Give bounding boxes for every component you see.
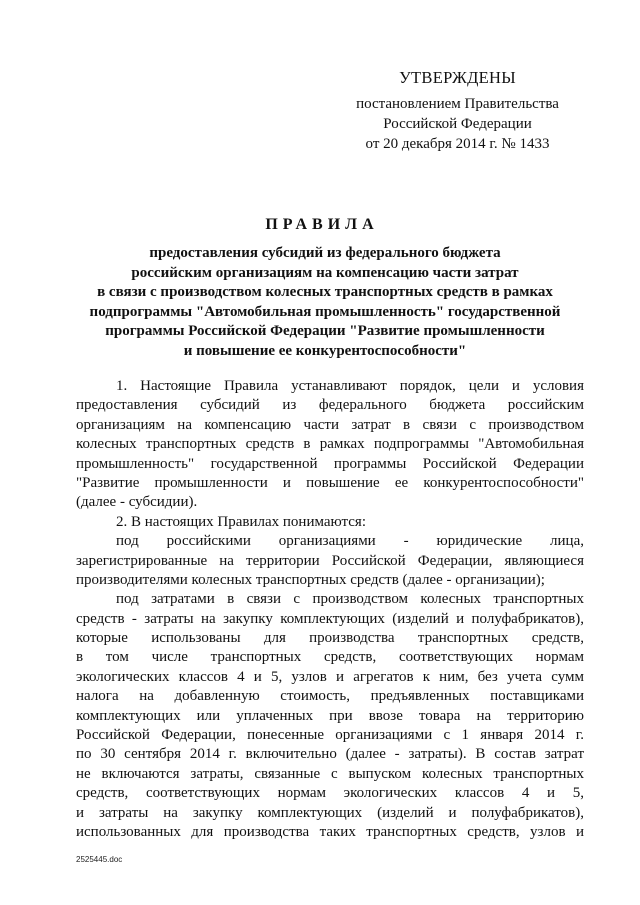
body-line: организациям на компенсацию части затрат в связи с производством [76,416,584,433]
body-line: которые использованы для производства транспортных средств, [76,630,584,647]
subtitle-line: предоставления субсидий из федерального бюджета [149,245,501,261]
body-line: 1. Настоящие Правила устанавливают порядок, цели и условия [116,378,584,394]
body-line: и затраты на закупку комплектующих (изделий и полуфабрикатов), [76,804,584,821]
subtitle-line: в связи с производством колесных транспортных средств в рамках [97,284,553,300]
approval-block [330,68,585,154]
body-line: "Развитие промышленности и повышение ее конкурентоспособности" [76,474,584,491]
approval-line-2: Российской Федерации [383,116,532,132]
document-body [76,377,584,842]
body-line: колесных транспортных средств в рамках подпрограммы "Автомобильная [76,436,584,453]
approval-line-1: постановлением Правительства [356,96,559,112]
body-line: (далее - субсидии). [76,494,198,511]
body-line: зарегистрированные на территории Российской Федерации, являющиеся [76,552,584,569]
document-title: ПРАВИЛА [265,216,379,233]
body-line: средств, соответствующих нормам экологических классов 4 и 5, [76,785,584,802]
subtitle-line: и повышение ее конкурентоспособности" [183,342,467,359]
body-line: предоставления субсидий из федерального бюджета российским [76,397,584,414]
body-line: 2. В настоящих Правилах понимаются: [116,513,366,530]
body-line: по 30 сентября 2014 г. включительно (далее - затраты). В состав затрат [76,746,584,763]
body-line: налога на добавленную стоимость, предъявленных поставщиками [76,688,584,705]
body-line: производителями колесных транспортных средств (далее - организации); [76,571,545,588]
document-subtitle [65,244,585,361]
body-line: в том числе транспортных средств, соответствующих нормам [76,649,584,666]
body-line: Российской Федерации, понесенные организациями с 1 января 2014 г. [76,727,584,744]
body-line: не включаются затраты, связанные с выпуском колесных транспортных [76,765,584,782]
document-file-code: 2525445.doc [76,855,123,864]
body-line: под затратами в связи с производством колесных транспортных [116,591,584,608]
subtitle-line: российским организациям на компенсацию части затрат [131,264,519,281]
body-line: средств - затраты на закупку комплектующих (изделий и полуфабрикатов), [76,610,584,627]
subtitle-line: подпрограммы "Автомобильная промышленность" государственной [89,303,561,320]
body-line: экологических классов 4 и 5, узлов и агрегатов к ним, без учета сумм [76,668,584,685]
body-line: использованных для производства таких транспортных средств, узлов и [76,823,584,840]
approval-line-3: от 20 декабря 2014 г. № 1433 [365,136,550,152]
body-line: под российскими организациями - юридические лица, [116,533,584,550]
subtitle-line: программы Российской Федерации "Развитие промышленности [105,323,545,339]
body-line: промышленность" государственной программы Российской Федерации [76,455,584,472]
body-line: комплектующих или уплаченных при ввозе товара на территорию [76,707,584,724]
approval-heading: УТВЕРЖДЕНЫ [399,68,516,87]
